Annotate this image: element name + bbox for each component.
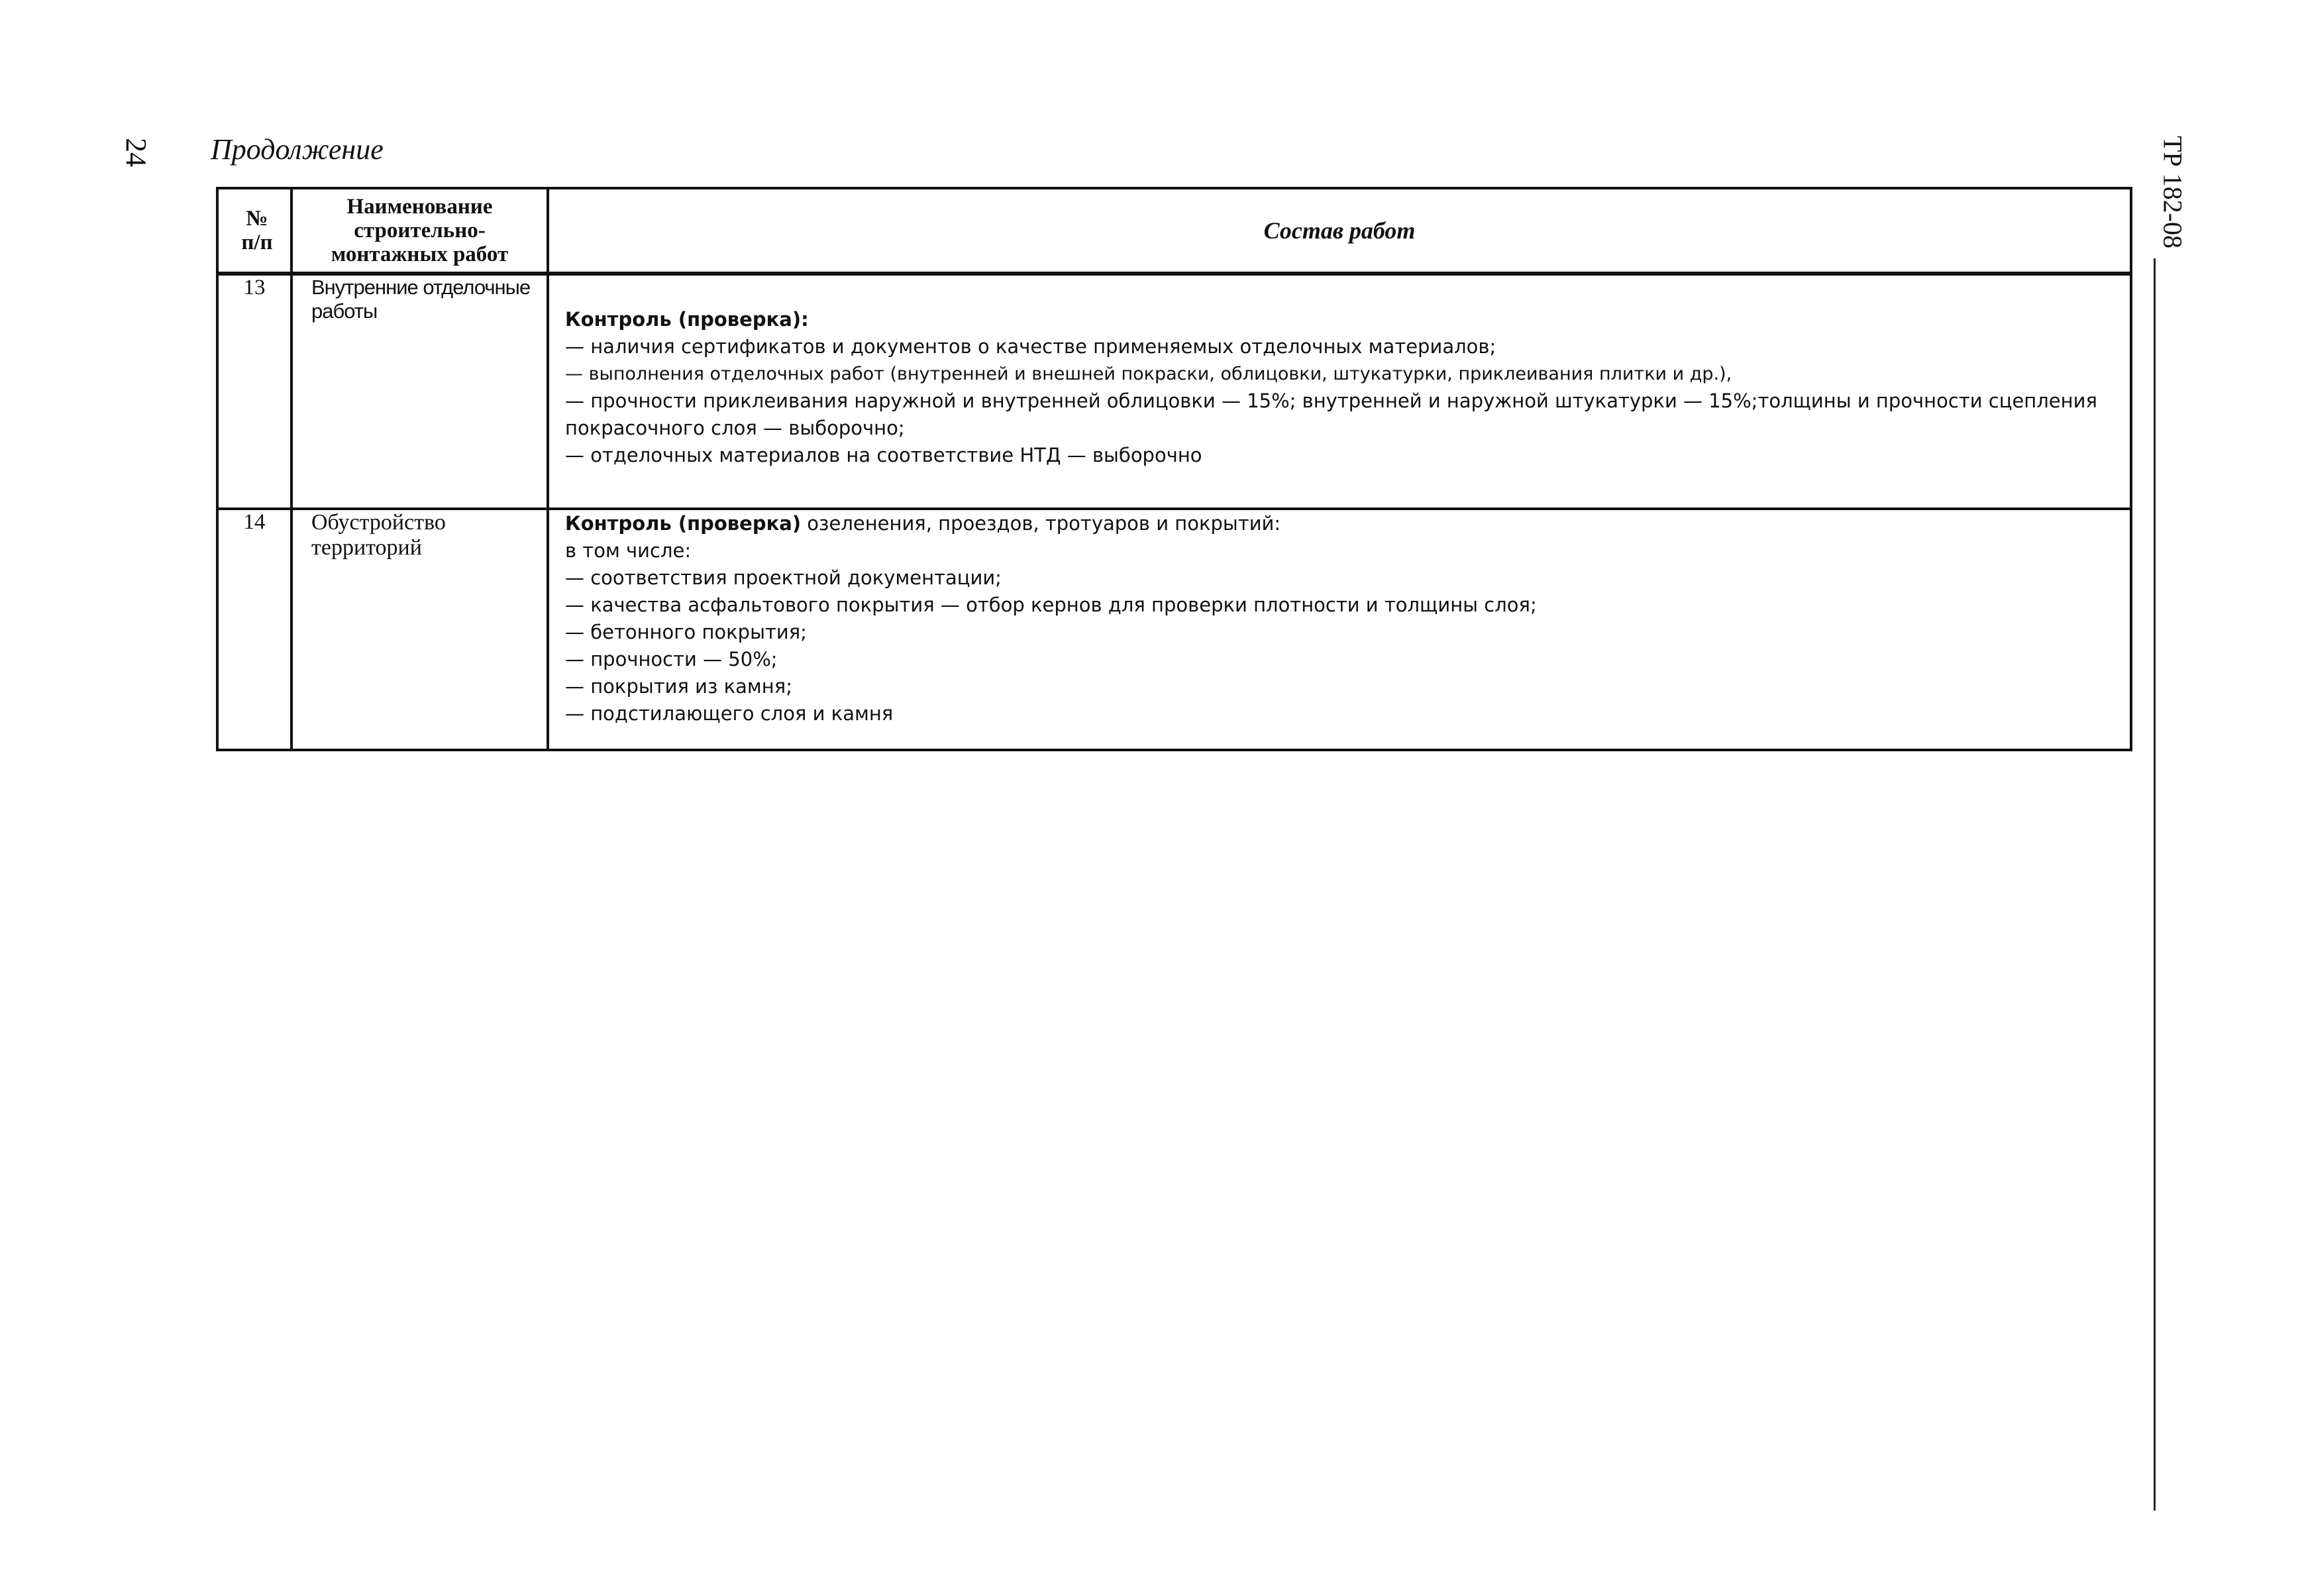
row-lead-rest: озеленения, проездов, тротуаров и покрытий: [801,512,1281,535]
list-item: — подстилающего слоя и камня [565,702,894,725]
row-lead-bold: Контроль (проверка): [565,308,809,331]
row-work-content [548,509,2131,750]
table-row [217,509,2131,750]
header-number: № п/п [217,188,291,274]
work-composition-table [216,187,2132,751]
row-lead-bold: Контроль (проверка) [565,512,802,535]
row-number: 13 [217,274,291,509]
margin-rule [2154,258,2156,1511]
list-item: — покрытия из камня; [565,675,792,698]
row-number: 14 [217,509,291,750]
table-header-row [217,188,2131,274]
list-item: — отделочных материалов на соответствие НТД — выборочно [565,444,1202,466]
table-row [217,274,2131,509]
list-item: — соответствия проектной документации; [565,566,1002,589]
header-work-content: Состав работ [548,188,2131,274]
row-work-name: Внутренние отделочные работы [291,274,548,509]
document-code: ТР 182-08 [2158,136,2188,248]
page-number: 24 [120,138,152,167]
list-item: в том числе: [565,539,692,562]
header-work-name: Наименование строительно-монтажных работ [291,188,548,274]
row-work-name: Обустройство территорий [291,509,548,750]
list-item: — выполнения отделочных работ (внутренней и внешней покраски, облицовки, штукатурки, приклеивания плитки и др.), [565,364,1732,384]
list-item: — наличия сертификатов и документов о качестве применяемых отделочных материалов; [565,335,1496,358]
list-item: — прочности — 50%; [565,648,778,670]
list-item: — качества асфальтового покрытия — отбор кернов для проверки плотности и толщины слоя; [565,594,1537,616]
list-item: — бетонного покрытия; [565,621,807,643]
list-item: — прочности приклеивания наружной и внутренней облицовки — 15%; внутренней и наружной штукатурки — 15%;толщины и прочности сцепления покрасочного слоя — выборочно; [565,390,2097,439]
continuation-label: Продолжение [211,133,384,166]
row-work-content [548,274,2131,509]
